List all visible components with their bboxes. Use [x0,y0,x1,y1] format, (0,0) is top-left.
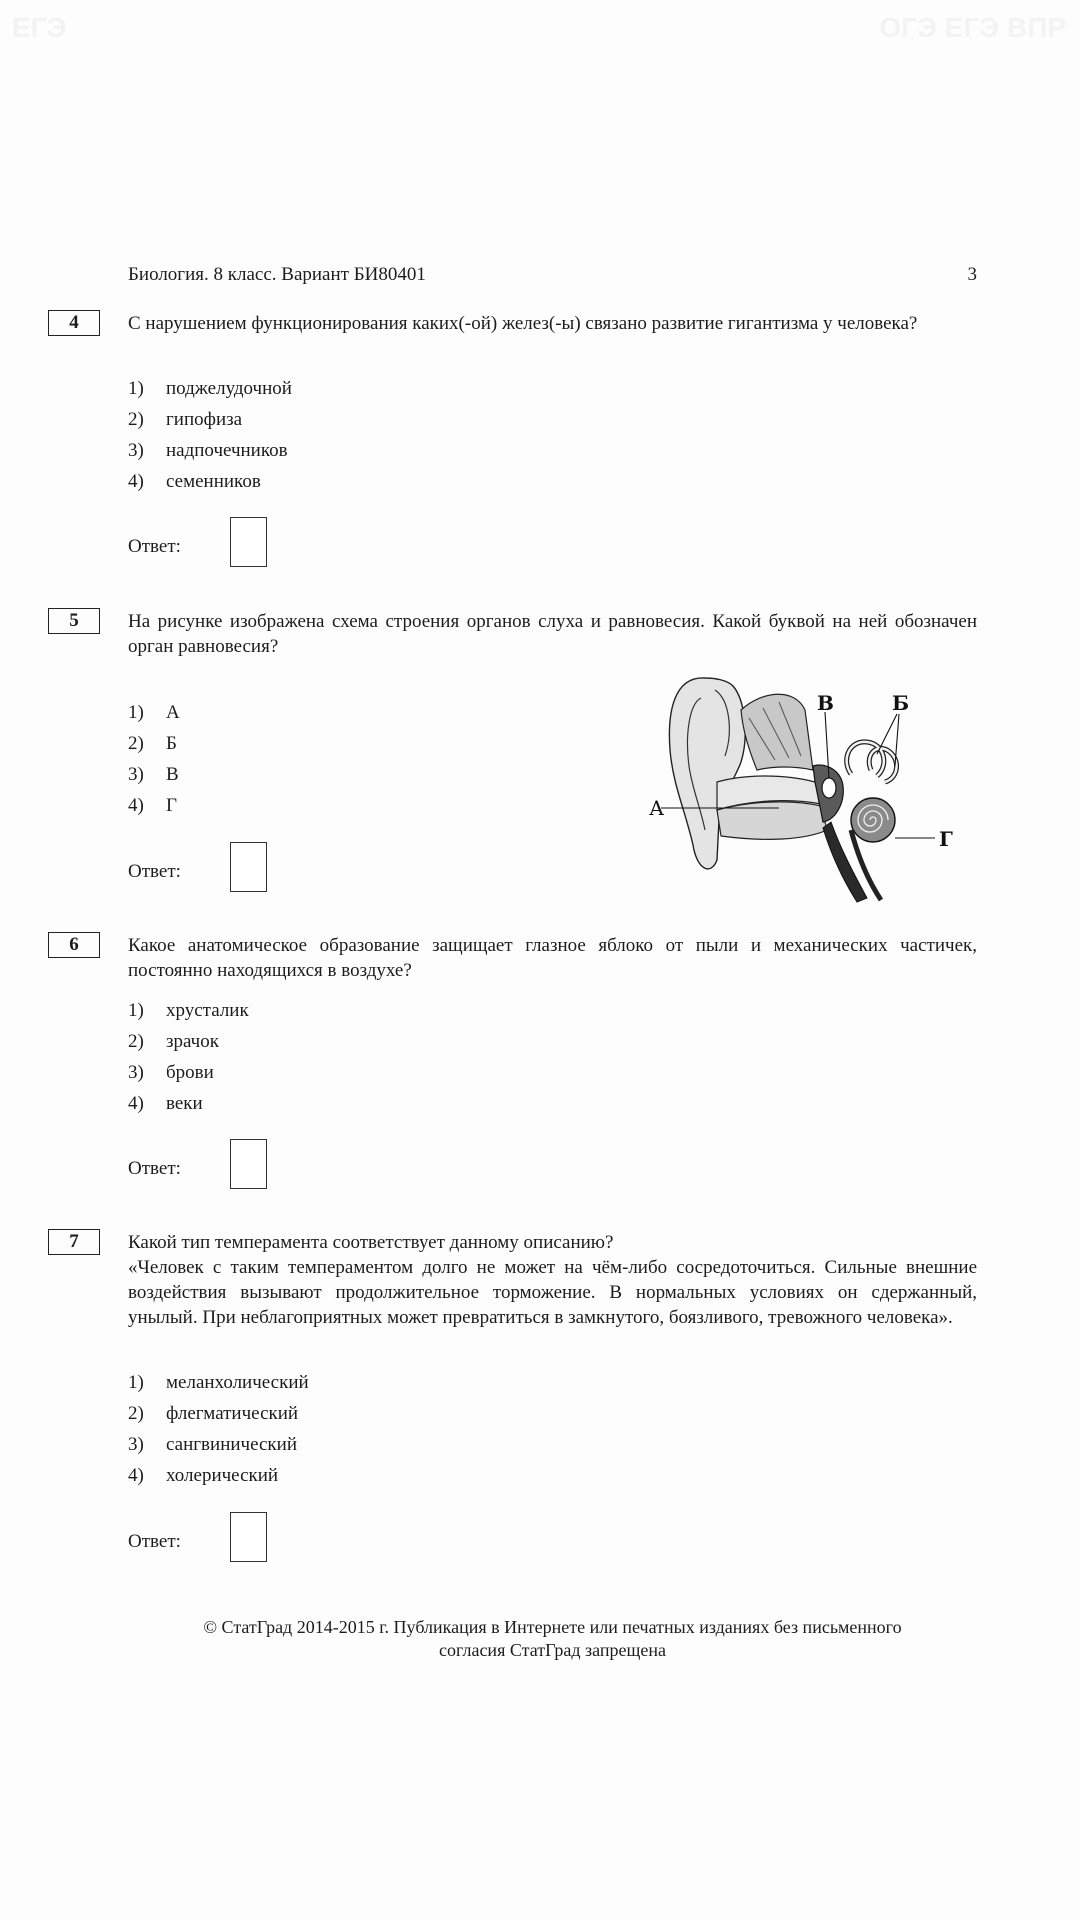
options-list-5 [128,697,180,821]
figure-label-a: А [649,796,665,820]
options-list-6 [128,995,249,1119]
answer-box-4[interactable] [230,517,267,567]
question-prompt-7: Какой тип темперамента соответствует данному описанию? [128,1232,614,1253]
answer-label: Ответ: [128,1531,181,1552]
option-7-4: 4) холерический [128,1464,279,1486]
question-number-5: 5 [48,608,100,634]
option-7-2: 2) флегматический [128,1402,299,1424]
answer-box-6[interactable] [230,1139,267,1189]
option-6-2: 2) зрачок [128,1030,219,1052]
option-7-3: 3) сангвинический [128,1433,297,1455]
ear-diagram [645,670,975,910]
footer-line-2: согласия СтатГрад запрещена [439,1640,666,1660]
option-4-4: 4) семенников [128,470,261,492]
options-list-4 [128,373,292,497]
bone-region [741,694,813,770]
question-text-6: Какое анатомическое образование защищает глазное яблоко от пыли и механических частичек, постоянно находящихся в воздухе? [128,935,977,981]
option-4-1: 1) поджелудочной [128,377,292,399]
option-5-2: 2) Б [128,732,177,754]
page-number: 3 [967,264,977,285]
option-4-3: 3) надпочечников [128,439,288,461]
question-number-4: 4 [48,310,100,336]
option-5-1: 1) А [128,701,180,723]
watermark-left: ЕГЭ [12,12,67,43]
question-text-5: На рисунке изображена схема строения органов слуха и равновесия. Какой буквой на ней обозначен орган равновесия? [128,611,977,657]
answer-label: Ответ: [128,536,181,557]
document-title: Биология. 8 класс. Вариант БИ80401 [128,264,426,285]
figure-label-g: Г [939,827,953,851]
option-5-3: 3) В [128,763,179,785]
semicircular-canals [847,742,897,782]
option-4-2: 2) гипофиза [128,408,243,430]
question-number-7: 7 [48,1229,100,1255]
page-header [128,264,977,286]
answer-box-7[interactable] [230,1512,267,1562]
answer-box-5[interactable] [230,842,267,892]
option-6-3: 3) брови [128,1061,214,1083]
watermark-right: ОГЭ ЕГЭ ВПР [879,12,1066,43]
option-6-1: 1) хрусталик [128,999,249,1021]
figure-label-b: Б [892,691,910,715]
figure-label-v: В [817,691,834,715]
option-5-4: 4) Г [128,794,177,816]
option-7-1: 1) меланхолический [128,1371,309,1393]
option-6-4: 4) веки [128,1092,203,1114]
question-quote-7: «Человек с таким темпераментом долго не может на чём-либо сосредоточиться. Сильные внешние воздействия вызывают продолжительное торможение. В нормальных условиях он сдержанный, унылый. При неблагоприятных может превратиться в замкнутого, боязливого, тревожного человека». [128,1257,977,1328]
answer-label: Ответ: [128,861,181,882]
question-text-4: С нарушением функционирования каких(-ой) желез(-ы) связано развитие гигантизма у человека? [128,313,918,334]
auricle-shape [669,678,745,869]
footer-line-1: © СтатГрад 2014-2015 г. Публикация в Интернете или печатных изданиях без письменного [203,1617,902,1637]
question-text-7 [128,1230,977,1330]
answer-label: Ответ: [128,1158,181,1179]
options-list-7 [128,1367,309,1491]
ossicles [822,778,836,798]
copyright-footer [128,1616,977,1662]
question-number-6: 6 [48,932,100,958]
